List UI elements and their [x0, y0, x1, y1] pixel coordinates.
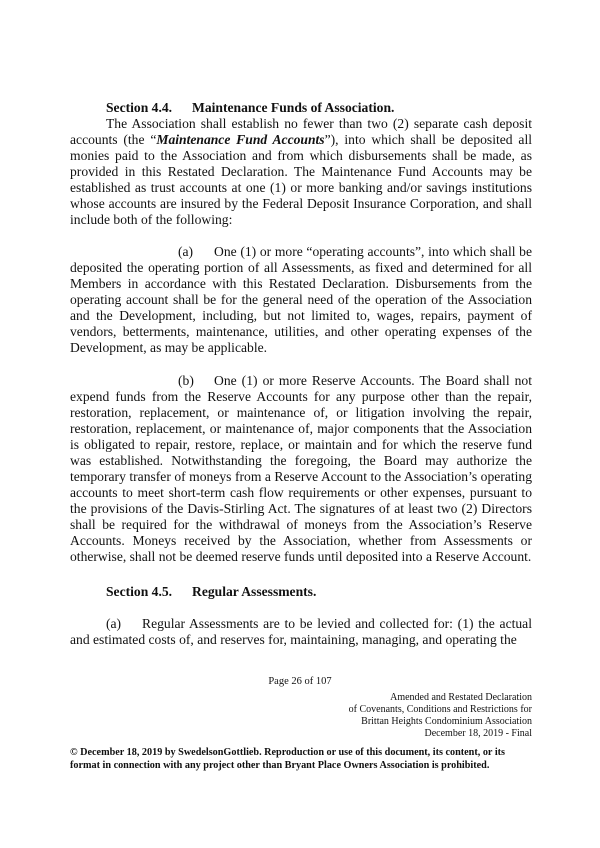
footer-line: of Covenants, Conditions and Restrictions for: [348, 704, 532, 715]
document-footer: [349, 692, 532, 740]
paragraph: (a) One (1) or more “operating accounts”, into which shall be deposited the operating portion of all Assessments, as fixed and determined for all Members in accordance with this Restated Declaration. Disbursements from the operating account shall be for the general need of the operation of the Association and the Development, including, but not limited to, wages, repairs, payment of vendors, betterments, maintenance, utilities, and other operating expenses of the Development, as may be applicable.: [70, 244, 532, 355]
section-4-4-intro: [70, 116, 532, 228]
item-label: (b): [178, 373, 194, 388]
paragraph: The Association shall establish no fewer than two (2) separate cash deposit accounts (the “Maintenance Fund Accounts”), into which shall be deposited all monies paid to the Association and from which disbursements shall be made, as provided in this Restated Declaration. The Maintenance Fund Accounts may be established as trust accounts at one (1) or more banking and/or savings institutions whose accounts are insured by the Federal Deposit Insurance Corporation, and shall include both of the following:: [70, 116, 532, 227]
section-number: Section 4.5.: [106, 584, 173, 599]
item-label: (a): [178, 244, 194, 259]
page-number: Page 26 of 107: [268, 676, 332, 687]
section-4-5-heading: [106, 584, 316, 600]
section-4-4-heading: [106, 100, 394, 116]
section-title: Maintenance Funds of Association.: [192, 100, 395, 115]
item-label: (a): [106, 616, 122, 631]
footer-line: December 18, 2019 - Final: [424, 728, 532, 739]
section-4-5-item-a: [70, 616, 532, 648]
footer-line: Brittan Heights Condominium Association: [361, 716, 532, 727]
section-4-4-item-b: [70, 373, 532, 565]
section-title: Regular Assessments.: [192, 584, 317, 599]
paragraph: (b) One (1) or more Reserve Accounts. The Board shall not expend funds from the Reserve Accounts for any purpose other than the repair, restoration, replacement, or maintenance of, or litigation involving the repair, restoration, replacement, or maintenance of, major components that the Association is obligated to repair, restore, replace, or maintain and for which the reserve fund was established. Notwithstanding the foregoing, the Board may authorize the temporary transfer of moneys from a Reserve Account to the Association’s operating accounts to meet short-term cash flow requirements or other expenses, pursuant to the provisions of the Davis-Stirling Act. The signatures of at least two (2) Directors shall be required for the withdrawal of moneys from the Association’s Reserve Accounts. Moneys received by the Association, whether from Assessments or otherwise, shall not be deemed reserve funds until deposited into a Reserve Account.: [70, 373, 532, 564]
defined-term: Maintenance Fund Accounts: [156, 132, 325, 147]
section-4-4-item-a: [70, 244, 532, 356]
section-number: Section 4.4.: [106, 100, 173, 115]
copyright-notice: © December 18, 2019 by SwedelsonGottlieb. Reproduction or use of this document, its content, or its format in connection with any project other than Bryant Place Owners Association is prohibited.: [70, 747, 506, 771]
footer-line: Amended and Restated Declaration: [390, 692, 532, 703]
paragraph: (a) Regular Assessments are to be levied and collected for: (1) the actual and estimated costs of, and reserves for, maintaining, managing, and operating the: [70, 616, 532, 647]
